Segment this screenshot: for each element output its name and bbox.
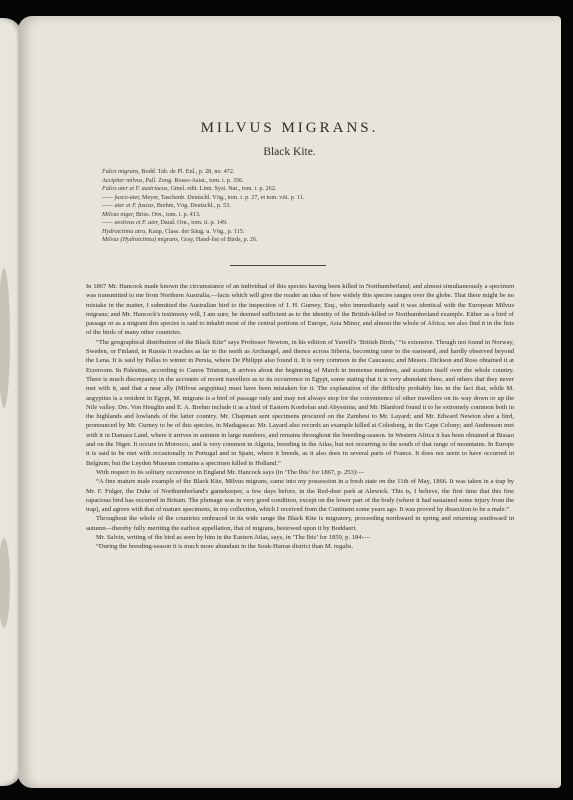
synonym-name: —— ater et F. fuscus, [102, 202, 156, 210]
synonym-reference: Kaup, Class. der Säug. u. Vög., p. 115. [146, 227, 245, 235]
left-page-illustration [0, 268, 10, 408]
synonym-reference: Gray, Hand-list of Birds, p. 26. [179, 236, 258, 244]
body-paragraph: With respect to its solitary occurrence in England Mr. Hancock says (in ‘The Ibis’ for 1867, p. 253):— [96, 468, 365, 476]
synonym-reference: Pall. Zoog. Rosso-Asiat., tom. i. p. 356. [143, 176, 244, 184]
synonym-entry [102, 236, 492, 245]
synonymy-list [102, 168, 492, 245]
synonym-entry [102, 168, 492, 177]
page-subtitle: Black Kite. [263, 146, 316, 158]
synonym-reference: Bodd. Tab. de Pl. Enl., p. 28, no. 472. [139, 168, 235, 175]
synonym-entry [102, 202, 492, 211]
synonym-name: Falco ater et F. austriacus, [102, 185, 169, 193]
synonym-name: Milvus niger, [102, 210, 135, 218]
synonym-entry [102, 177, 492, 186]
synonym-entry [102, 185, 492, 194]
synonym-name: —— aestivus et F. ater, [102, 219, 159, 227]
body-text [86, 282, 514, 552]
text-page [18, 16, 561, 788]
synonym-reference: Meyer, Taschenb. Deutschl. Vög., tom. i. p. 27, et tom. viii. p. 11. [140, 193, 305, 201]
synonym-entry [102, 219, 492, 228]
body-paragraph: In 1867 Mr. Hancock made known the circumstance of an individual of this species having been killed in Northumberland; and almost simultaneously a specimen was transmitted to me from Northern Australia,—facts which will give the reader an idea of how widely this species ranges over the globe. That there might be no mistake in the matter, I submitted the Australian bird to the inspection of J. H. Gurney, Esq., who immediately said it was identical with the European Milvus migrans; and Mr. Hancock's testimony will, I am sure, be deemed sufficient as to the identity of the British-killed or Northumberland example. Either as a bird of passage or as a migrant this species is said to inhabit most of the central portions of Europe, Asia Minor, and almost the whole of Africa; we also find it in the lists of the birds of many other countries. [86, 283, 514, 337]
page-title: MILVUS MIGRANS. [200, 120, 379, 136]
synonym-entry [102, 211, 492, 220]
synonym-entry [102, 194, 492, 203]
synonym-name: Falco migrans, [102, 168, 140, 175]
body-paragraph: “During the breeding-season it is much more abundant in the Souk-Harras district than M. regalis. [96, 543, 354, 551]
section-divider [230, 265, 326, 266]
body-paragraph: “The geographical distribution of the Black Kite” says Professor Newton, in his edition of Yarrell's ‘British Birds,’ “is extensive. Though not found in Norway, Sweden, or Finland, in Russia it reaches as far to the north as Archangel, and thence across Siberia, becoming rarer to the eastward, and hardly observed beyond the Lena. It is said by Pallas to winter in Persia, where De Philippi also found it. It is very common in the Caucasus; and Messrs. Dickson and Ross obtained it at Erzeroom. In Palestine, according to Canon Tristram, it arrives about the beginning of March in immense numbers, and scatters itself over the whole country. There is much discrepancy in the accounts of recent travellers as to its occurrence in Egypt, some stating that it is very abundant there, and others that they never met with it, and that a near ally (Milvus aegyptius) must have been mistaken for it. The explanation of the difficulty probably lies in the fact that, while M. aegyptius is a resident in Egypt, M. migrans is a bird of passage only and may not always stop for the convenience of other travellers on its way down or up the Nile valley. Drs. Von Heuglin and E. A. Brehm include it as a bird of Eastern Kordofan and Abyssinia; and Mr. Blanford found it to be extremely common both in the highlands and lowlands of the latter country. Mr. Chapman sent specimens procured on the Zambesi to Mr. Layard; and Mr. Edward Newton shot a bird, pronounced by Mr. Gurney to be of this species, in Madagascar. Mr. Layard also records an example killed at Colesberg, in the Cape Colony; and Andersson met with it in Damara Land, where it arrives in autumn in large numbers, and remains throughout the breeding-season. In Western Africa it has been obtained at Bissao and on the Niger. It occurs in Morocco, and is very common in Algeria, breeding in the Atlas, but not occurring to the south of that range of mountains. In Europe it is said to be met with occasionally in Portugal and in Spain, where it breeds, as it also does in several parts of France. It does not seem to have occurred in Belgium; but the Leyden Museum contains a specimen killed in Holland.” [86, 338, 514, 467]
synonym-reference: Daud. Orn., tom. ii. p. 149. [158, 219, 228, 227]
left-page-illustration-lower [0, 538, 10, 628]
synonym-name: —— fusco-ater, [102, 193, 141, 201]
synonym-name: Accipiter milvus, [102, 176, 144, 184]
body-paragraph: Mr. Salvin, writing of the bird as seen by him in the Eastern Atlas, says, in ‘The Ibis’ for 1859, p. 184:— [96, 534, 370, 542]
body-paragraph: Throughout the whole of the countries embraced in its wide range the Black Kite is migratory, proceeding northward in spring and returning southward in autumn—thereby fully meriting the earliest appellation, that of migrans, bestowed upon it by Boddaert. [86, 515, 514, 532]
synonym-name: Milvus (Hydroictinia) migrans, [102, 236, 180, 244]
synonym-reference: Briss. Orn., tom. i. p. 413. [134, 210, 201, 218]
body-paragraph: “A fine mature male example of the Black Kite, Milvus migrans, came into my possession in a fresh state on the 11th of May, 1866. It was taken in a trap by Mr. F. Fulger, the Duke of Northumberland's gamekeeper, a few days before, in the Red-deer park at Alnwick. This is, I believe, the first time that this fine rapacious bird has occurred in Britain. The plumage was in very good condition, except on the lower part of the body (where it had sustained some injury from the trap), and agrees with that of mature specimens, in my collection, which I received from the Continent some years ago. It was proved by dissection to be a male.” [86, 478, 514, 514]
synonym-name: Hydroictinia atra, [102, 227, 147, 235]
synonym-entry [102, 228, 492, 237]
synonym-reference: Brehm, Vög. Deutschl., p. 53. [155, 202, 231, 210]
synonym-reference: Gmel. edit. Linn. Syst. Nat., tom. i. p. 262. [168, 185, 277, 193]
